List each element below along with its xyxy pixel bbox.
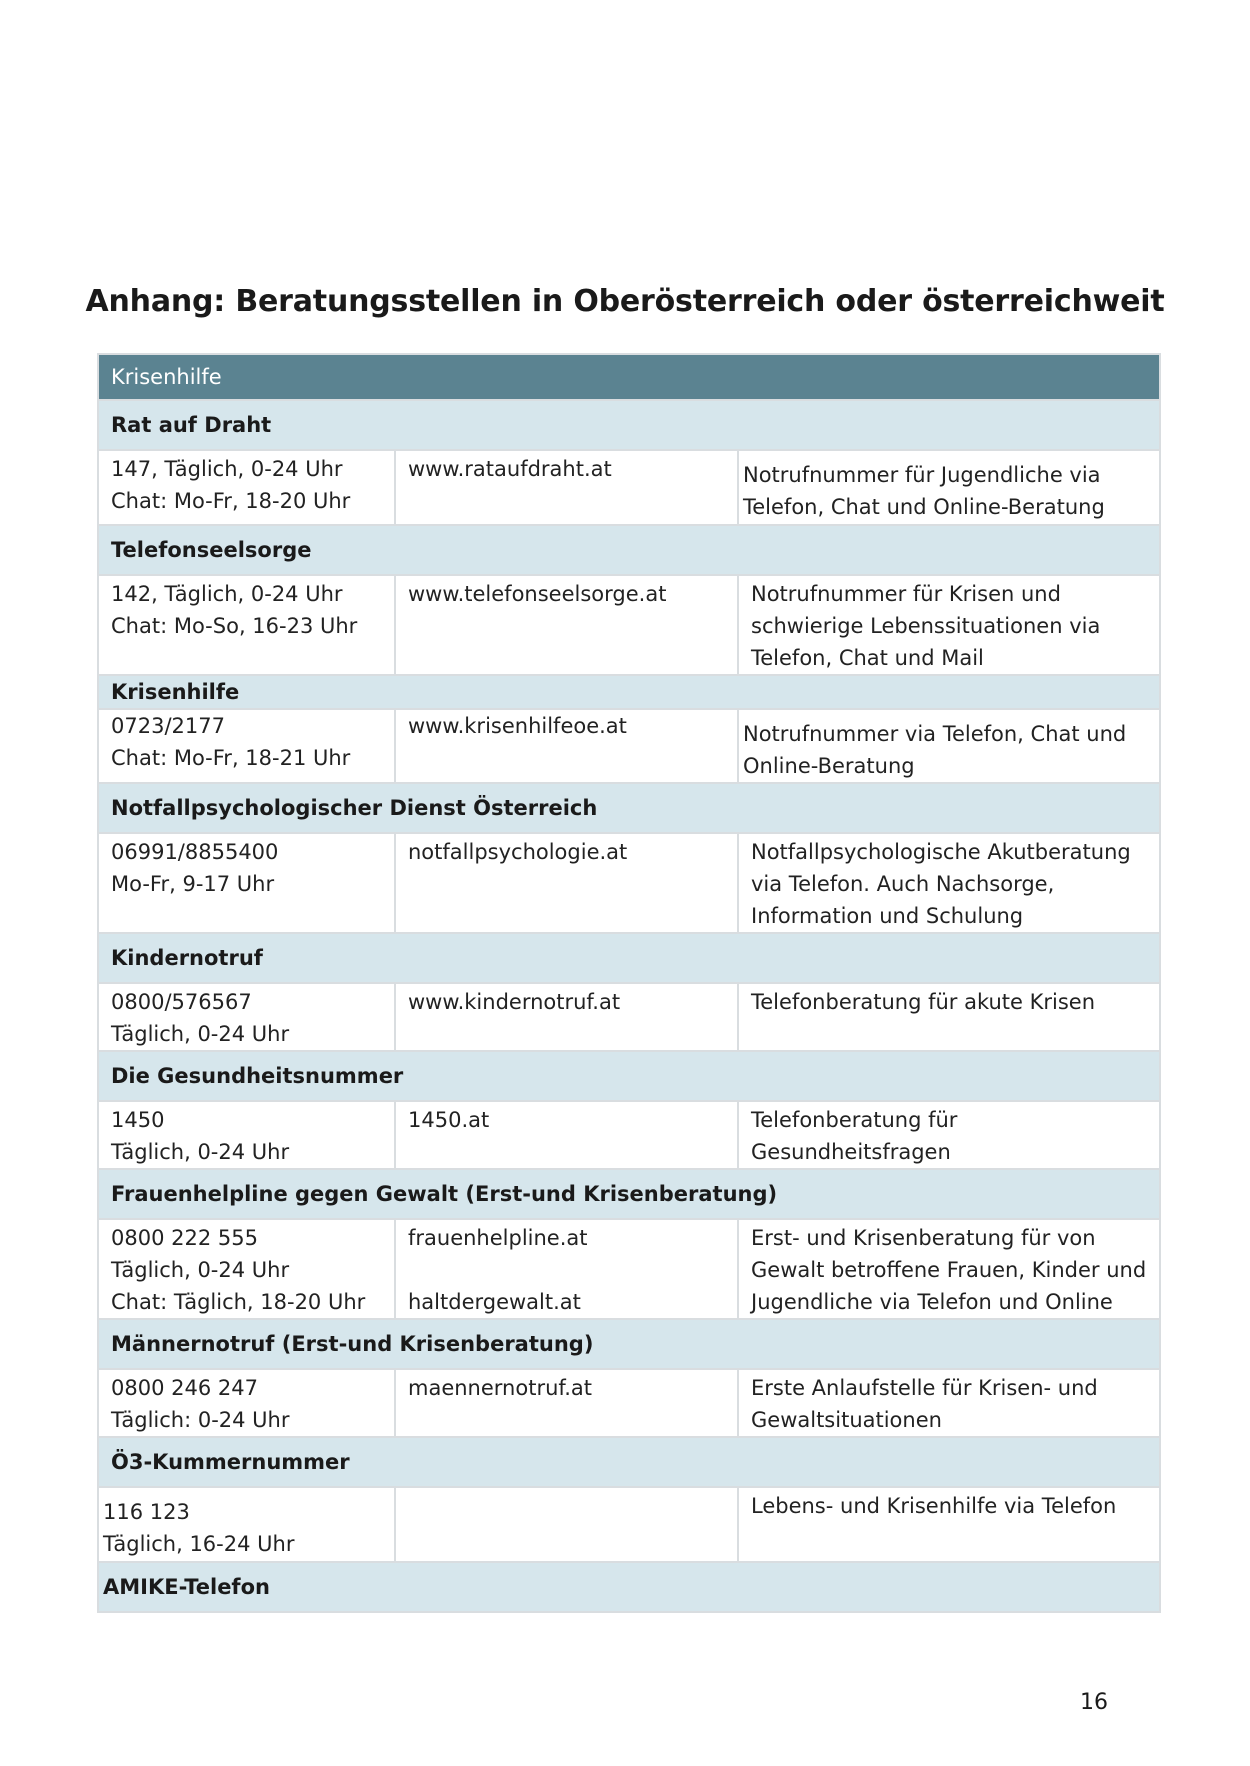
page-number: 16 [1080, 1690, 1108, 1715]
org-name: Krisenhilfe [98, 675, 1160, 709]
table-row [98, 1369, 1160, 1437]
description-line: Notrufnummer via Telefon, Chat und [743, 722, 1127, 746]
org-row [98, 400, 1160, 450]
contact-cell [98, 833, 395, 933]
contact-line: 147, Täglich, 0-24 Uhr [111, 457, 343, 481]
contact-line: 0800 246 247 [111, 1376, 258, 1400]
table-row [98, 575, 1160, 675]
website-link[interactable]: frauenhelpline.at [408, 1226, 588, 1250]
contact-cell [98, 450, 395, 525]
org-name: AMIKE-Telefon [98, 1562, 1160, 1612]
org-row [98, 783, 1160, 833]
org-name: Telefonseelsorge [98, 525, 1160, 575]
description-cell [738, 1369, 1160, 1437]
description-line: Information und Schulung [751, 904, 1024, 928]
description-line: schwierige Lebenssituationen via [751, 614, 1101, 638]
org-row [98, 525, 1160, 575]
contact-line: Chat: Mo-Fr, 18-21 Uhr [111, 746, 351, 770]
website-link[interactable]: www.rataufdraht.at [408, 457, 612, 481]
website-cell [395, 450, 738, 525]
description-line: Telefonberatung für akute Krisen [751, 990, 1096, 1014]
table-header: Krisenhilfe [98, 354, 1160, 400]
description-line: Gesundheitsfragen [751, 1140, 951, 1164]
contact-line: Täglich, 0-24 Uhr [111, 1258, 290, 1282]
description-line: Telefon, Chat und Online-Beratung [743, 495, 1105, 519]
website-cell [395, 983, 738, 1051]
contact-line: Chat: Mo-So, 16-23 Uhr [111, 614, 358, 638]
page-title: Anhang: Beratungsstellen in Oberösterreich oder österreichweit [85, 284, 1165, 319]
contact-cell [98, 1219, 395, 1319]
contact-cell [98, 709, 395, 783]
org-row [98, 1051, 1160, 1101]
contact-line: Täglich: 0-24 Uhr [111, 1408, 290, 1432]
website-link[interactable]: 1450.at [408, 1108, 490, 1132]
website-link[interactable]: notfallpsychologie.at [408, 840, 628, 864]
org-row [98, 675, 1160, 709]
contact-line: Täglich, 16-24 Uhr [103, 1532, 295, 1556]
contact-line: 0800/576567 [111, 990, 252, 1014]
org-row [98, 933, 1160, 983]
website-link[interactable]: www.telefonseelsorge.at [408, 582, 667, 606]
website-cell [395, 575, 738, 675]
contact-line: 116 123 [103, 1500, 190, 1524]
description-line: via Telefon. Auch Nachsorge, [751, 872, 1055, 896]
description-line: Online-Beratung [743, 754, 915, 778]
contact-line: Chat: Mo-Fr, 18-20 Uhr [111, 489, 351, 513]
description-line: Telefon, Chat und Mail [751, 646, 984, 670]
contact-line: Täglich, 0-24 Uhr [111, 1140, 290, 1164]
table-row [98, 833, 1160, 933]
website-cell [395, 1369, 738, 1437]
description-line: Notrufnummer für Krisen und [751, 582, 1061, 606]
website-cell [395, 1219, 738, 1319]
table-header-row [98, 354, 1160, 400]
contact-cell [98, 1369, 395, 1437]
table-row [98, 1219, 1160, 1319]
description-cell [738, 1101, 1160, 1169]
description-cell [738, 450, 1160, 525]
org-name: Rat auf Draht [98, 400, 1160, 450]
contact-line: 06991/8855400 [111, 840, 279, 864]
org-row [98, 1562, 1160, 1612]
website-cell [395, 833, 738, 933]
description-cell [738, 709, 1160, 783]
contact-cell [98, 983, 395, 1051]
contact-line: Mo-Fr, 9-17 Uhr [111, 872, 275, 896]
org-name: Die Gesundheitsnummer [98, 1051, 1160, 1101]
description-line: Erst- und Krisenberatung für von [751, 1226, 1096, 1250]
counseling-table [97, 353, 1161, 1613]
description-line: Erste Anlaufstelle für Krisen- und [751, 1376, 1098, 1400]
website-cell [395, 1101, 738, 1169]
org-name: Frauenhelpline gegen Gewalt (Erst-und Krisenberatung) [98, 1169, 1160, 1219]
website-cell [395, 709, 738, 783]
org-row [98, 1319, 1160, 1369]
table-row [98, 709, 1160, 783]
org-name: Männernotruf (Erst-und Krisenberatung) [98, 1319, 1160, 1369]
description-cell [738, 575, 1160, 675]
description-cell [738, 833, 1160, 933]
contact-cell [98, 575, 395, 675]
description-cell [738, 983, 1160, 1051]
contact-cell [98, 1101, 395, 1169]
website-cell [395, 1487, 738, 1562]
description-cell [738, 1219, 1160, 1319]
contact-line: 142, Täglich, 0-24 Uhr [111, 582, 343, 606]
description-line: Notrufnummer für Jugendliche via [743, 463, 1101, 487]
website-link[interactable]: www.kindernotruf.at [408, 990, 621, 1014]
description-line: Jugendliche via Telefon und Online [751, 1290, 1113, 1314]
contact-line: Täglich, 0-24 Uhr [111, 1022, 290, 1046]
org-name: Ö3-Kummernummer [98, 1437, 1160, 1487]
description-line: Telefonberatung für [751, 1108, 958, 1132]
website-link[interactable]: haltdergewalt.at [408, 1290, 581, 1314]
description-line: Lebens- und Krisenhilfe via Telefon [751, 1494, 1117, 1518]
description-line: Gewalt betroffene Frauen, Kinder und [751, 1258, 1147, 1282]
table-row [98, 1487, 1160, 1562]
contact-line: 0800 222 555 [111, 1226, 258, 1250]
website-link[interactable]: maennernotruf.at [408, 1376, 593, 1400]
description-line: Gewaltsituationen [751, 1408, 942, 1432]
org-row [98, 1437, 1160, 1487]
contact-line: 0723/2177 [111, 714, 225, 738]
contact-line: Chat: Täglich, 18-20 Uhr [111, 1290, 366, 1314]
contact-cell [98, 1487, 395, 1562]
website-link[interactable]: www.krisenhilfeoe.at [408, 714, 627, 738]
contact-line: 1450 [111, 1108, 165, 1132]
table-row [98, 983, 1160, 1051]
table-row [98, 1101, 1160, 1169]
org-name: Kindernotruf [98, 933, 1160, 983]
table-row [98, 450, 1160, 525]
description-line: Notfallpsychologische Akutberatung [751, 840, 1131, 864]
description-cell [738, 1487, 1160, 1562]
org-row [98, 1169, 1160, 1219]
org-name: Notfallpsychologischer Dienst Österreich [98, 783, 1160, 833]
